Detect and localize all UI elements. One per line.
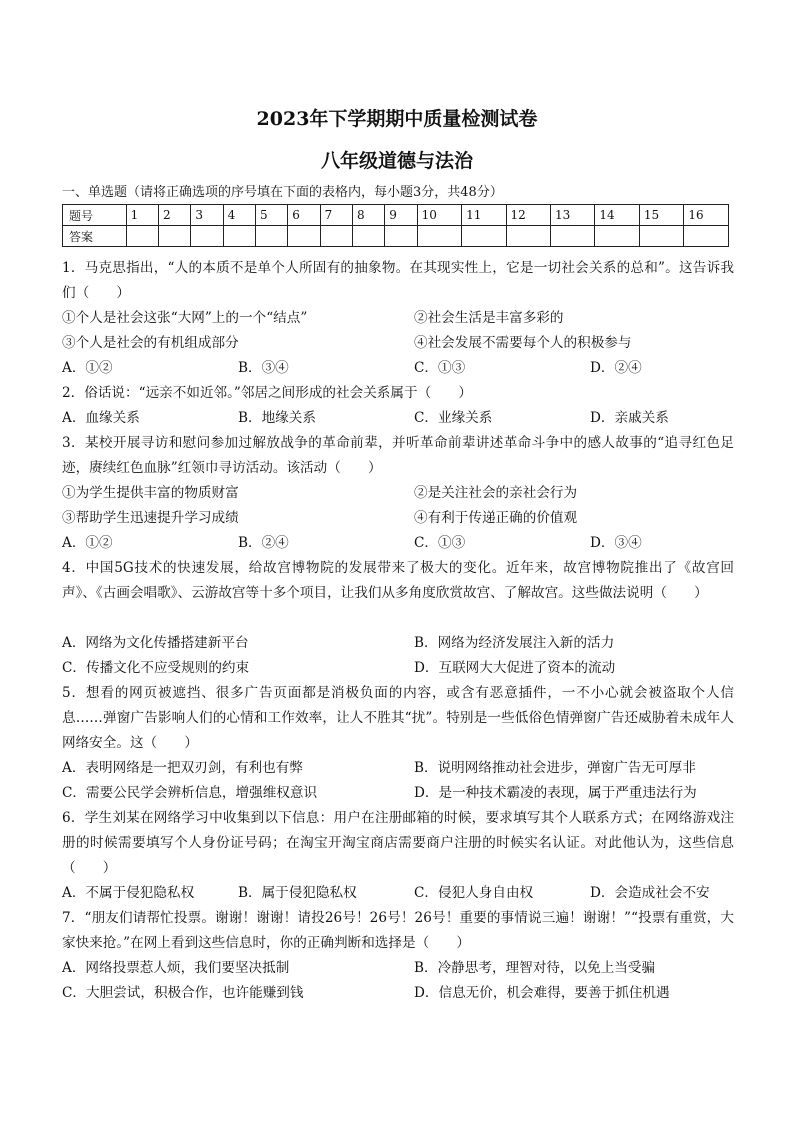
option-d[interactable]: D．③④: [590, 535, 642, 551]
question-4: [62, 556, 734, 606]
option-row: [62, 881, 734, 906]
option-row: [62, 781, 734, 806]
statement: ②社会生活是丰富多彩的: [414, 310, 564, 326]
option-a[interactable]: A．①②: [62, 535, 113, 551]
table-label-answer: 答案: [63, 226, 127, 247]
option-row: [62, 956, 734, 981]
option-c[interactable]: C．①③: [414, 360, 466, 376]
option-a[interactable]: A．网络为文化传播搭建新平台: [62, 635, 249, 651]
option-b[interactable]: B．③④: [238, 360, 289, 376]
question-stem: 6．学生刘某在网络学习中收集到以下信息：用户在注册邮箱的时候，要求填写其个人联系方式；在网络游戏注册的时候需要填写个人身份证号码；在淘宝开淘宝商店需要商户注册的时候实名认证。对此他认为，这些信息（ ）: [62, 810, 734, 876]
table-cell-number: 4: [223, 205, 255, 226]
question-stem: 3．某校开展寻访和慰问参加过解放战争的革命前辈，并听革命前辈讲述革命斗争中的感人故事的“追寻红色足迹，赓续红色血脉”红领巾寻访活动。该活动（ ）: [62, 435, 734, 476]
answer-cell[interactable]: [191, 226, 223, 247]
question-5: [62, 681, 734, 756]
statement-row: [62, 306, 734, 331]
option-c[interactable]: C．①③: [414, 535, 466, 551]
question-7: [62, 906, 734, 956]
answer-cell[interactable]: [158, 226, 190, 247]
option-row: [62, 531, 734, 556]
answer-cell[interactable]: [352, 226, 384, 247]
table-cell-number: 12: [506, 205, 550, 226]
answer-cell[interactable]: [639, 226, 683, 247]
option-a[interactable]: A．不属于侵犯隐私权: [62, 885, 195, 901]
answer-cell[interactable]: [595, 226, 639, 247]
statement-row: [62, 331, 734, 356]
question-1: [62, 256, 734, 306]
statement: ①为学生提供丰富的物质财富: [62, 485, 239, 501]
option-d[interactable]: D．②④: [590, 360, 642, 376]
table-cell-number: 5: [255, 205, 287, 226]
statement-row: [62, 506, 734, 531]
option-c[interactable]: C．需要公民学会辨析信息，增强维权意识: [62, 785, 318, 801]
statement: ②是关注社会的亲社会行为: [414, 485, 578, 501]
option-row: [62, 981, 734, 1006]
answer-cell[interactable]: [320, 226, 352, 247]
statement: ①个人是社会这张“大网”上的一个“结点”: [62, 310, 308, 326]
statement: ④社会发展不需要每个人的积极参与: [414, 335, 632, 351]
table-cell-number: 14: [595, 205, 639, 226]
table-cell-number: 16: [684, 205, 729, 226]
table-cell-number: 10: [417, 205, 461, 226]
answer-cell[interactable]: [462, 226, 506, 247]
statement: ④有利于传递正确的价值观: [414, 510, 578, 526]
option-a[interactable]: A．血缘关系: [62, 410, 140, 426]
option-b[interactable]: B．属于侵犯隐私权: [238, 885, 357, 901]
option-a[interactable]: A．网络投票惹人烦，我们要坚决抵制: [62, 960, 290, 976]
answer-cell[interactable]: [288, 226, 320, 247]
table-cell-number: 11: [462, 205, 506, 226]
question-stem: 4．中国5G技术的快速发展，给故宫博物院的发展带来了极大的变化。近年来，故宫博物院推出了《故宫回声》、《古画会唱歌》、云游故宫等十多个项目，让我们从多角度欣赏故宫、了解故宫。这些做法说明（ ）: [62, 560, 734, 601]
question-3: [62, 431, 734, 481]
statement: ③帮助学生迅速提升学习成绩: [62, 510, 239, 526]
option-a[interactable]: A．表明网络是一把双刃剑，有利也有弊: [62, 760, 303, 776]
option-b[interactable]: B．冷静思考，理智对待，以免上当受骗: [414, 960, 656, 976]
option-b[interactable]: B．地缘关系: [238, 410, 316, 426]
table-cell-number: 13: [550, 205, 594, 226]
table-cell-number: 15: [639, 205, 683, 226]
exam-subtitle: 八年级道德与法治: [320, 150, 473, 172]
option-b[interactable]: B．说明网络推动社会进步，弹窗广告无可厚非: [414, 760, 696, 776]
option-d[interactable]: D．亲戚关系: [590, 410, 669, 426]
table-label-number: 题号: [63, 205, 127, 226]
answer-cell[interactable]: [255, 226, 287, 247]
statement: ③个人是社会的有机组成部分: [62, 335, 239, 351]
answer-cell[interactable]: [223, 226, 255, 247]
exam-title: 2023年下学期期中质量检测试卷: [256, 108, 538, 130]
option-c[interactable]: C．侵犯人身自由权: [414, 885, 534, 901]
question-stem: 2．俗话说：“远亲不如近邻。”邻居之间形成的社会关系属于（ ）: [62, 385, 472, 401]
statement-row: [62, 481, 734, 506]
question-6: [62, 806, 734, 881]
table-cell-number: 1: [126, 205, 158, 226]
table-cell-number: 9: [385, 205, 417, 226]
answer-cell[interactable]: [126, 226, 158, 247]
option-c[interactable]: C．业缘关系: [414, 410, 493, 426]
answer-table: [62, 204, 729, 247]
answer-cell[interactable]: [417, 226, 461, 247]
option-b[interactable]: B．②④: [238, 535, 289, 551]
option-d[interactable]: D．互联网大大促进了资本的流动: [414, 660, 616, 676]
option-d[interactable]: D．会造成社会不安: [590, 885, 710, 901]
table-cell-number: 3: [191, 205, 223, 226]
question-2: [62, 381, 734, 406]
question-stem: 1．马克思指出，“人的本质不是单个人所固有的抽象物。在其现实性上，它是一切社会关系的总和”。这告诉我们（ ）: [62, 260, 734, 301]
question-stem: 7．“朋友们请帮忙投票。谢谢！谢谢！请投26号！26号！26号！重要的事情说三遍！谢谢！”“投票有重赏，大家快来抢。”在网上看到这些信息时，你的正确判断和选择是（ ）: [62, 910, 734, 951]
answer-cell[interactable]: [684, 226, 729, 247]
option-a[interactable]: A．①②: [62, 360, 113, 376]
table-cell-number: 7: [320, 205, 352, 226]
option-d[interactable]: D．是一种技术霸凌的表现，属于严重违法行为: [414, 785, 697, 801]
option-c[interactable]: C．大胆尝试，积极合作，也许能赚到钱: [62, 985, 304, 1001]
option-b[interactable]: B．网络为经济发展注入新的活力: [414, 635, 615, 651]
table-cell-number: 8: [352, 205, 384, 226]
option-d[interactable]: D．信息无价，机会难得，要善于抓住机遇: [414, 985, 670, 1001]
section-heading: 一、单选题（请将正确选项的序号填在下面的表格内，每小题3分，共48分）: [62, 185, 503, 200]
answer-cell[interactable]: [385, 226, 417, 247]
table-cell-number: 6: [288, 205, 320, 226]
question-stem: 5．想看的网页被遮挡、很多广告页面都是消极负面的内容，或含有恶意插件，一不小心就会被盗取个人信息……弹窗广告影响人们的心情和工作效率，让人不胜其“扰”。特别是一些低俗色情弹窗广告还威胁着未成年人网络安全。这（ ）: [62, 685, 734, 751]
answer-cell[interactable]: [506, 226, 550, 247]
option-row: [62, 756, 734, 781]
option-row: [62, 631, 734, 656]
answer-cell[interactable]: [550, 226, 594, 247]
table-cell-number: 2: [158, 205, 190, 226]
option-row: [62, 356, 734, 381]
option-row: [62, 406, 734, 431]
option-row: [62, 656, 734, 681]
table-row-answers: [63, 226, 729, 247]
option-c[interactable]: C．传播文化不应受规则的约束: [62, 660, 250, 676]
table-row-numbers: [63, 205, 729, 226]
